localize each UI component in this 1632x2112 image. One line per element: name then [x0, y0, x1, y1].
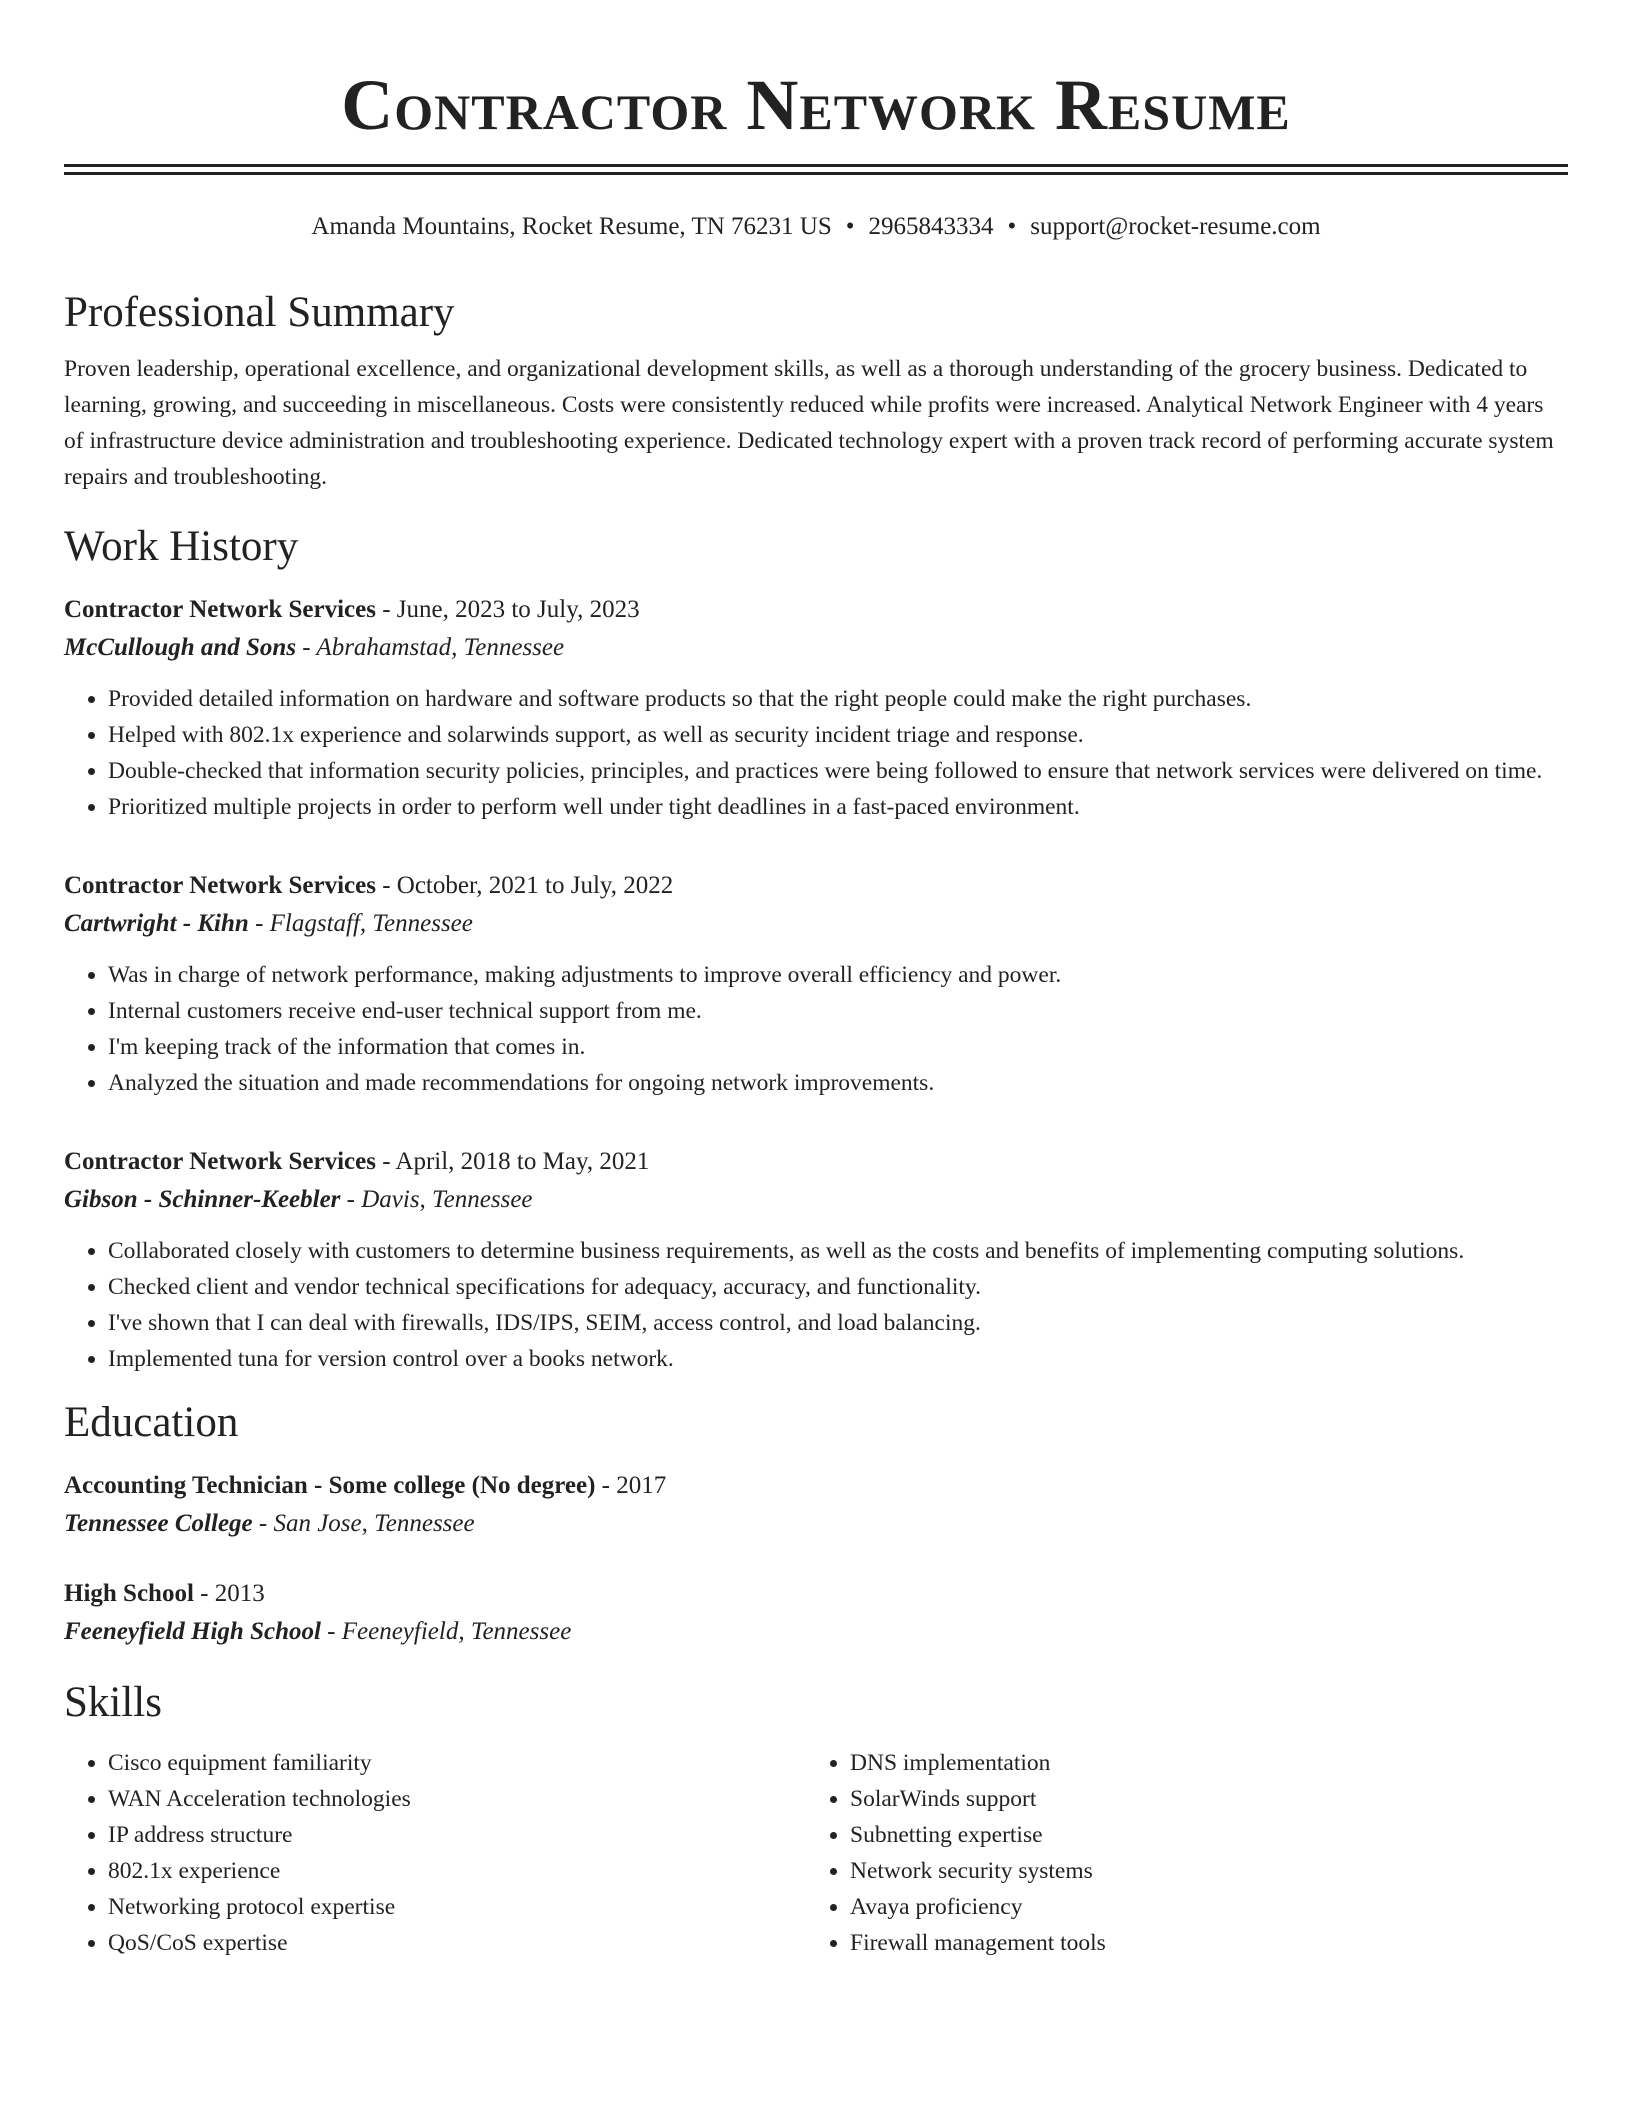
- list-item: • Double-checked that information security policies, principles, and practices were being followed to ensure that network services were delivered on time.: [108, 753, 1568, 789]
- education-school-line: [64, 1613, 1568, 1651]
- skill-item: • QoS/CoS expertise: [108, 1925, 806, 1961]
- list-item: • Internal customers receive end-user technical support from me.: [108, 993, 1568, 1029]
- list-item: • Implemented tuna for version control over a books network.: [108, 1341, 1568, 1377]
- contact-separator: •: [845, 213, 855, 240]
- job-company: Cartwright - Kihn: [64, 910, 249, 937]
- education-school: Feeneyfield High School: [64, 1618, 321, 1645]
- contact-separator: •: [1007, 213, 1017, 240]
- list-item: • I've shown that I can deal with firewalls, IDS/IPS, SEIM, access control, and load balancing.: [108, 1305, 1568, 1341]
- job-role: Contractor Network Services: [64, 1148, 376, 1175]
- skill-item: • 802.1x experience: [108, 1853, 806, 1889]
- list-item: • Analyzed the situation and made recommendations for ongoing network improvements.: [108, 1065, 1568, 1101]
- job-company: McCullough and Sons: [64, 634, 297, 661]
- contact-address: Amanda Mountains, Rocket Resume, TN 76231 US: [311, 213, 832, 240]
- skill-item: • Avaya proficiency: [850, 1889, 1548, 1925]
- job-bullets: [64, 1233, 1568, 1377]
- skill-item: • Network security systems: [850, 1853, 1548, 1889]
- skills-right-column: [806, 1745, 1548, 1961]
- job-location: - Flagstaff, Tennessee: [248, 910, 473, 937]
- job-company-line: [64, 629, 1568, 667]
- job-role-line: [64, 1143, 1568, 1181]
- contact-email: support@rocket-resume.com: [1030, 213, 1321, 240]
- professional-summary-section: [64, 287, 1568, 495]
- section-heading-summary: Professional Summary: [64, 289, 455, 336]
- work-history-section: [64, 521, 1568, 1377]
- skill-item: • Cisco equipment familiarity: [108, 1745, 806, 1781]
- job-bullets: [64, 681, 1568, 825]
- skill-item: • Firewall management tools: [850, 1925, 1548, 1961]
- contact-phone: 2965843334: [868, 213, 994, 240]
- job-dates: - April, 2018 to May, 2021: [375, 1148, 650, 1175]
- job-role-line: [64, 591, 1568, 629]
- education-degree: High School: [64, 1580, 194, 1607]
- list-item: • Prioritized multiple projects in order to perform well under tight deadlines in a fast-paced environment.: [108, 789, 1568, 825]
- skill-item: • WAN Acceleration technologies: [108, 1781, 806, 1817]
- education-school: Tennessee College: [64, 1510, 253, 1537]
- list-item: • Helped with 802.1x experience and solarwinds support, as well as security incident triage and response.: [108, 717, 1568, 753]
- section-heading-work: Work History: [64, 523, 299, 570]
- education-school-line: [64, 1505, 1568, 1543]
- education-location: - San Jose, Tennessee: [252, 1510, 475, 1537]
- job-role: Contractor Network Services: [64, 872, 376, 899]
- job-entry: [64, 1143, 1568, 1377]
- skill-item: • Subnetting expertise: [850, 1817, 1548, 1853]
- list-item: • Provided detailed information on hardware and software products so that the right people could make the right purchases.: [108, 681, 1568, 717]
- job-company: Gibson - Schinner-Keebler: [64, 1186, 341, 1213]
- education-degree: Accounting Technician - Some college (No degree): [64, 1472, 596, 1499]
- list-item: • Checked client and vendor technical specifications for adequacy, accuracy, and functionality.: [108, 1269, 1568, 1305]
- job-bullets: [64, 957, 1568, 1101]
- education-location: - Feeneyfield, Tennessee: [320, 1618, 572, 1645]
- education-degree-line: [64, 1575, 1568, 1613]
- section-heading-skills: Skills: [64, 1679, 162, 1726]
- education-year: - 2017: [595, 1472, 667, 1499]
- skill-item: • IP address structure: [108, 1817, 806, 1853]
- job-company-line: [64, 905, 1568, 943]
- job-role-line: [64, 867, 1568, 905]
- summary-text: Proven leadership, operational excellence, and organizational development skills, as well as a thorough understanding of the grocery business. Dedicated to learning, growing, and succeeding in miscellaneous. Costs were consistently reduced while profits were increased. Analytical Network Engineer with 4 years of infrastructure device administration and troubleshooting experience. Dedicated technology expert with a proven track record of performing accurate system repairs and troubleshooting.: [64, 356, 1554, 490]
- list-item: • Was in charge of network performance, making adjustments to improve overall efficiency and power.: [108, 957, 1568, 993]
- skills-left-column: [64, 1745, 806, 1961]
- education-section: [64, 1397, 1568, 1651]
- skills-section: [64, 1677, 1568, 1961]
- job-role: Contractor Network Services: [64, 596, 376, 623]
- education-entry: [64, 1575, 1568, 1651]
- contact-line: [64, 211, 1568, 243]
- education-degree-line: [64, 1467, 1568, 1505]
- job-location: - Abrahamstad, Tennessee: [296, 634, 565, 661]
- job-entry: [64, 591, 1568, 825]
- list-item: • I'm keeping track of the information that comes in.: [108, 1029, 1568, 1065]
- job-entry: [64, 867, 1568, 1101]
- job-dates: - June, 2023 to July, 2023: [375, 596, 640, 623]
- skills-columns: [64, 1745, 1568, 1961]
- job-dates: - October, 2021 to July, 2022: [375, 872, 674, 899]
- education-year: - 2013: [193, 1580, 265, 1607]
- list-item: • Collaborated closely with customers to determine business requirements, as well as the costs and benefits of implementing computing solutions.: [108, 1233, 1568, 1269]
- job-company-line: [64, 1181, 1568, 1219]
- title-double-rule: [64, 164, 1568, 175]
- section-heading-education: Education: [64, 1399, 239, 1446]
- job-location: - Davis, Tennessee: [340, 1186, 533, 1213]
- skill-item: • SolarWinds support: [850, 1781, 1548, 1817]
- education-entry: [64, 1467, 1568, 1543]
- skill-item: • DNS implementation: [850, 1745, 1548, 1781]
- skill-item: • Networking protocol expertise: [108, 1889, 806, 1925]
- resume-title: Contractor Network Resume: [341, 65, 1291, 145]
